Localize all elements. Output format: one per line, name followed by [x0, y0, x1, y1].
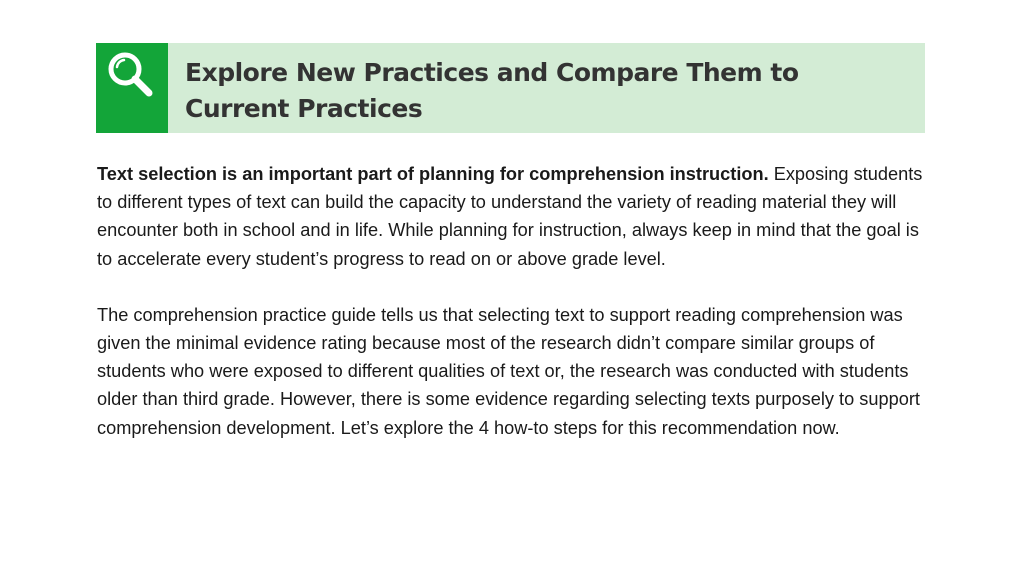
magnifying-glass-icon [104, 49, 160, 104]
paragraph-lead-sentence: Text selection is an important part of planning for comprehension instruction. [97, 164, 769, 184]
banner-title: Explore New Practices and Compare Them to Current Practices [185, 58, 799, 123]
paragraph-body: The comprehension practice guide tells us that selecting text to support reading comprehension was given the minimal evidence rating because most of the research didn’t compare similar groups of students who were exposed to different qualities of text or, the research was conducted with students older than third grade. However, there is some evidence regarding selecting texts purposely to support comprehension development. Let’s explore the 4 how-to steps for this recommendation now. [97, 304, 920, 438]
paragraph-practice-guide [97, 301, 937, 442]
section-banner [96, 43, 925, 133]
main-content [97, 160, 937, 470]
paragraph-text-selection [97, 160, 937, 273]
banner-icon-box [96, 43, 168, 133]
paragraph-body: Exposing students to different types of text can build the capacity to understand the variety of reading material they will encounter both in school and in life. While planning for instruction, always keep in mind that the goal is to accelerate every student’s progress to read on or above grade level. [97, 164, 923, 269]
